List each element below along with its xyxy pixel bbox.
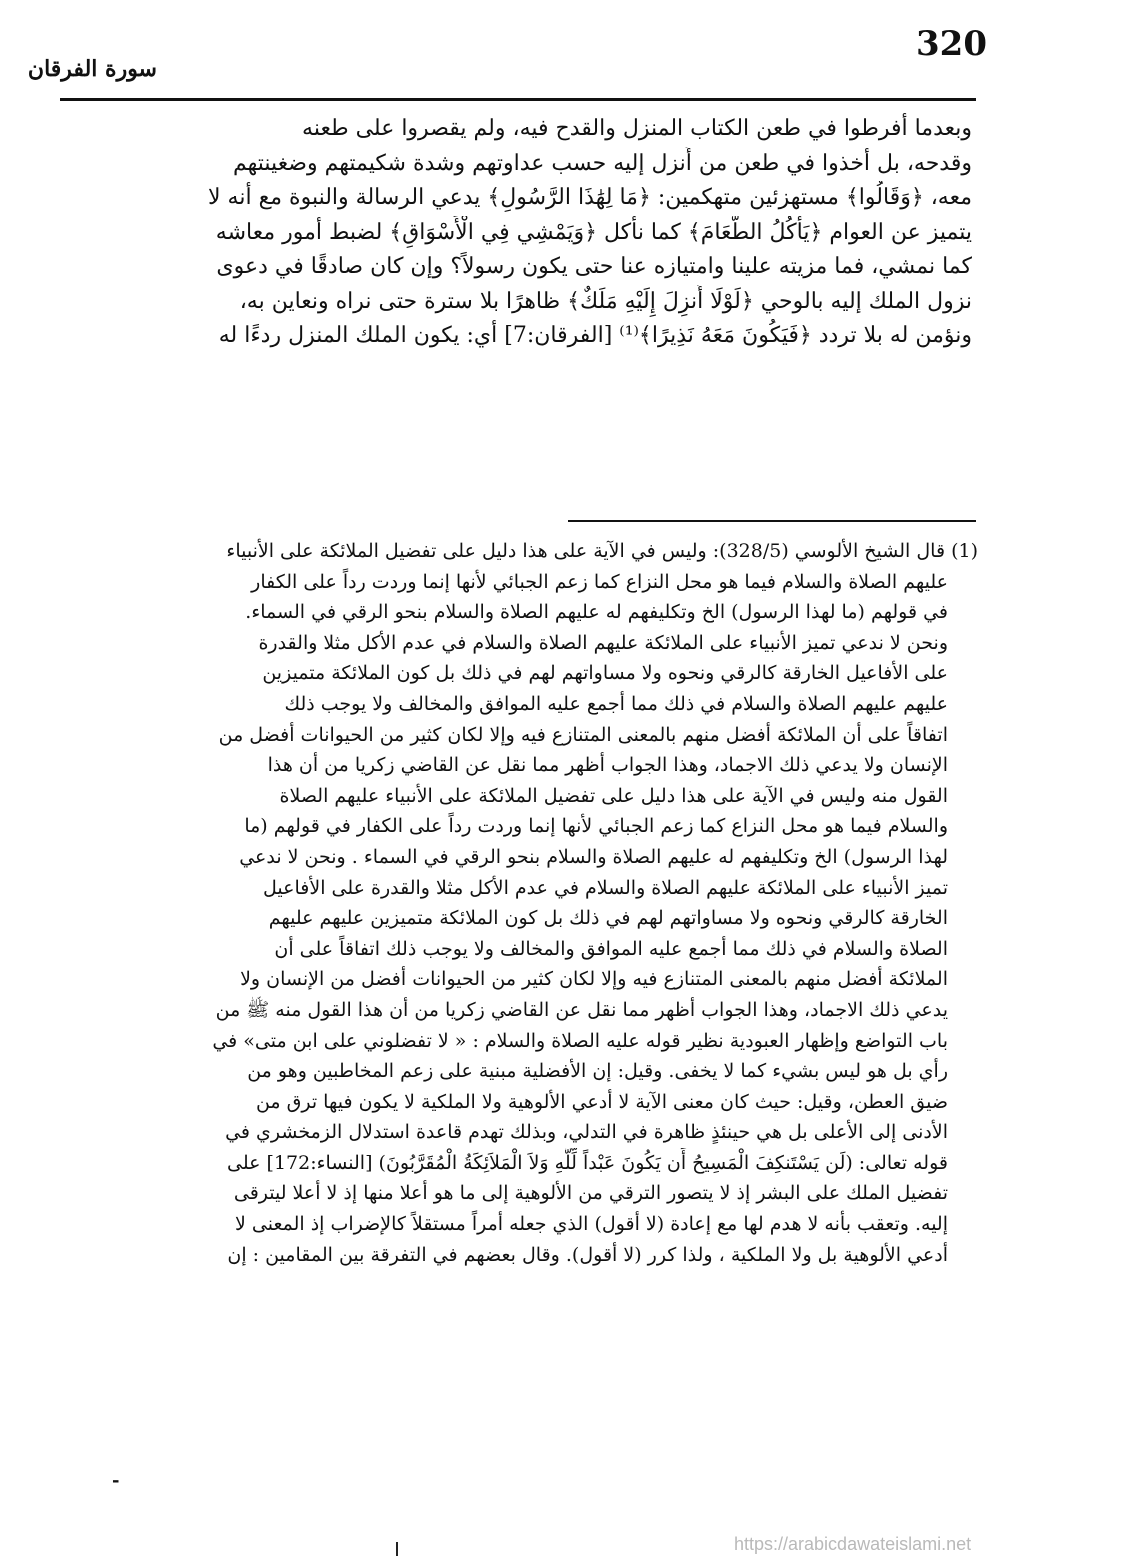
- scan-mark: [396, 1542, 398, 1556]
- footnote-line: يدعي ذلك الاجماد، وهذا الجواب أظهر مما نقل عن القاضي زكريا من أن هذا القول منه ﷺ من: [215, 998, 948, 1021]
- footnote-line: الصلاة والسلام في ذلك مما أجمع عليه الموافق والمخالف ولا يوجب ذلك اتفاقاً على أن: [274, 937, 948, 960]
- footnote-line: قوله تعالى: (لَن يَسْتَنكِفَ الْمَسِيحُ أَن يَكُونَ عَبْداً لِّلَّهِ وَلاَ الْمَلاَئِكَةُ الْمُقَرَّبُونَ) [النساء:172] على: [227, 1151, 948, 1174]
- bottom-mark: -: [112, 1470, 120, 1491]
- footnote-line: تفضيل الملك على البشر إذ لا يتصور الترقي من الألوهية إلى ما هو أعلا منها إذ لا أعلا ليترقى: [233, 1182, 948, 1205]
- footnote-line: في قولهم (ما لهذا الرسول) الخ وتكليفهم له عليهم الصلاة والسلام بنحو الرقي في السماء.: [245, 601, 948, 624]
- main-line: ونؤمن له بلا تردد ﴿فَيَكُونَ مَعَهُ نَذِيرًا﴾⁽¹⁾ [الفرقان:7] أي: يكون الملك المنزل ردءًا له: [218, 323, 972, 348]
- footnote-line: الإنسان ولا يدعي ذلك الاجماد، وهذا الجواب أظهر مما نقل عن القاضي زكريا من أن هذا: [267, 754, 948, 777]
- footnote-line: على الأفاعيل الخارقة كالرقي ونحوه ولا مساواتهم لهم في ذلك بل كون الملائكة متميزين: [262, 662, 948, 685]
- footnote-line: الأدنى إلى الأعلى بل هي حينئذٍ ظاهرة في التدلي، وبذلك تهدم قاعدة استدلال الزمخشري في: [225, 1121, 948, 1144]
- main-text: [60, 112, 972, 354]
- main-line: كما نمشي، فما مزيته علينا وامتيازه عنا حتى يكون رسولاً؟ وإن كان صادقًا في دعوى: [216, 254, 972, 279]
- footnote-line: إليه. وتعقب بأنه لا هدم لها مع إعادة (لا أقول) الذي جعله أمراً مستقلاً كالإضراب إذ المعنى لا: [235, 1213, 948, 1236]
- main-line: معه، ﴿وَقَالُوا﴾ مستهزئين متهكمين: ﴿مَا لِهَٰذَا الرَّسُولِ﴾ يدعي الرسالة والنبوة مع أنه لا: [208, 185, 972, 210]
- footnote-line: لهذا الرسول) الخ وتكليفهم له عليهم الصلاة والسلام بنحو الرقي في السماء . ونحن لا ندعي: [239, 845, 948, 868]
- footnote-line: رأي بل هو ليس بشيء كما لا يخفى. وقيل: إن الأفضلية مبنية على زعم المخاطبين وهو من: [247, 1060, 948, 1083]
- header-rule: [60, 98, 976, 101]
- footnote-line: باب التواضع وإظهار العبودية نظير قوله عليه الصلاة والسلام : « لا تفضلوني على ابن متى» في: [212, 1029, 948, 1052]
- footnote-line: القول منه وليس في الآية على هذا دليل على تفضيل الملائكة على الأنبياء عليهم الصلاة: [279, 784, 948, 807]
- footnote-line: تميز الأنبياء على الملائكة عليهم الصلاة والسلام في عدم الأكل مثلا والقدرة على الأفاعيل: [263, 876, 948, 899]
- footnote-line: والسلام فيما هو محل النزاع كما زعم الجبائي لأنها إنما وردت رداً على الكفار في قولهم (ما: [244, 815, 948, 838]
- footnote-line: أدعي الألوهية بل ولا الملكية ، ولذا كرر (لا أقول). وقال بعضهم في التفرقة بين المقامين : إن: [227, 1243, 948, 1266]
- sura-title: سورة الفرقان: [27, 56, 157, 82]
- main-line: وقدحه، بل أخذوا في طعن من أُنزل إليه حسب عداوتهم وشدة شكيمتهم وضغينتهم: [233, 150, 972, 176]
- watermark-url: https://arabicdawateislami.net: [734, 1534, 972, 1554]
- main-line: وبعدما أفرطوا في طعن الكتاب المنزل والقدح فيه، ولم يقصروا على طعنه: [302, 116, 972, 141]
- footnote-line: ونحن لا ندعي تميز الأنبياء على الملائكة عليهم الصلاة والسلام في عدم الأكل مثلا والقدرة: [258, 631, 948, 654]
- page-number: 320: [916, 24, 987, 64]
- footnote-line: ضيق العطن، وقيل: حيث كان معنى الآية لا أدعي الألوهية ولا الملكية لا يكون فيها ترق من: [255, 1090, 948, 1113]
- footnotes: [66, 536, 978, 1270]
- footnote-line: اتفاقاً على أن الملائكة أفضل منهم بالمعنى المتنازع فيه وإلا لكان كثير من الحيوانات أفضل من: [218, 723, 948, 746]
- footnote-line: (1) قال الشيخ الألوسي (328/5): وليس في الآية على هذا دليل على تفضيل الملائكة على الأنبياء: [226, 540, 978, 562]
- main-line: نزول الملك إليه بالوحي ﴿لَوْلَا أُنزِلَ إِلَيْهِ مَلَكٌ﴾ ظاهرًا بلا سترة حتى نراه ونعاين به،: [239, 288, 972, 314]
- footnote-line: عليهم عليهم الصلاة والسلام في ذلك مما أجمع عليه الموافق والمخالف ولا يوجب ذلك: [284, 692, 948, 715]
- footnote-line: الخارقة كالرقي ونحوه ولا مساواتهم لهم في ذلك بل كون الملائكة متميزين عليهم عليهم: [268, 907, 948, 930]
- footnote-line: عليهم الصلاة والسلام فيما هو محل النزاع كما زعم الجبائي لأنها إنما وردت رداً على الكفار: [251, 570, 948, 593]
- footnote-line: الملائكة أفضل منهم بالمعنى المتنازع فيه وإلا لكان كثير من الحيوانات أفضل من الإنسان ولا: [240, 968, 948, 991]
- footnote-rule: [568, 520, 976, 522]
- main-line: يتميز عن العوام ﴿يَأْكُلُ الطَّعَامَ﴾ كما نأكل ﴿وَيَمْشِي فِي الْأَسْوَاقِ﴾ لضبط أمور معاشه: [215, 219, 972, 245]
